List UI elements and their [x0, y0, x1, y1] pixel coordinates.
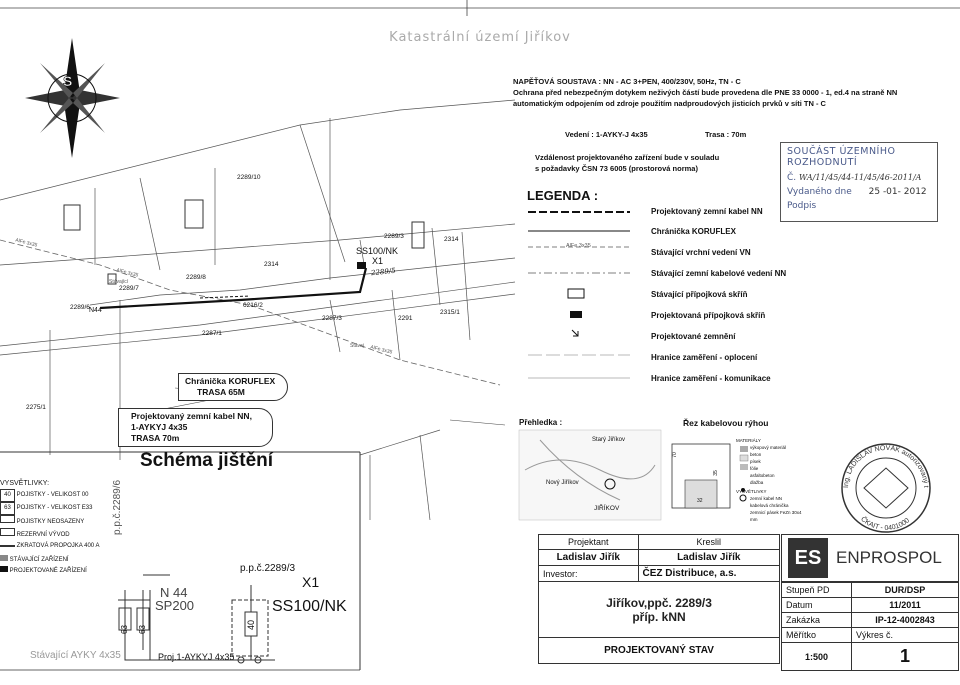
date-label: Datum [782, 598, 852, 613]
callout-line: TRASA 70m [131, 433, 180, 443]
alfe-label: AlFe 3x35 [14, 237, 38, 249]
scheme-fuse-40: 40 [246, 619, 257, 631]
distance-note-2: s požadavky ČSN 73 6005 (prostorová norma) [535, 164, 698, 173]
scheme-ss100: SS100/NK [272, 598, 347, 615]
drawing-status: PROJEKTOVANÝ STAV [539, 638, 780, 664]
voltage-note: NAPĚŤOVÁ SOUSTAVA : NN - AC 3+PEN, 400/230V, 50Hz, TN - C [513, 77, 741, 86]
callout-line: Projektovaný zemní kabel NN, [131, 411, 252, 421]
company-logo [781, 534, 959, 582]
title-block-right [781, 582, 959, 671]
legend-symbols [520, 200, 650, 390]
overview-place: Starý Jiříkov [592, 437, 626, 443]
legend-item: Hranice zaměření - komunikace [651, 374, 771, 383]
scheme-title: Schéma jištění [140, 450, 274, 471]
order-label: Zakázka [782, 613, 852, 628]
legend-item: Stávající vrchní vedení VN [651, 248, 751, 257]
kreslil-value: Ladislav Jiřík [638, 550, 780, 566]
legend-item: Projektovaný zemní kabel NN [651, 207, 763, 216]
investor-value: ČEZ Distribuce, a.s. [638, 566, 780, 582]
scheme-n44: N 44 [160, 585, 188, 600]
protection-note-2: automatickým odpojením od zdroje použitím nadproudových jisticích prvků v síti TN - C [513, 99, 826, 108]
parcel-label: 2314 [444, 236, 459, 243]
scheme-x1: X1 [302, 574, 320, 590]
section-dim: 70 [671, 452, 678, 458]
distance-note-1: Vzdálenost projektovaného zařízení bude v souladu [535, 153, 720, 162]
map-title: Katastrální území Jiříkov [389, 30, 571, 45]
route-spec: Trasa : 70m [705, 130, 747, 139]
material-item: dlažba [750, 480, 764, 485]
legend-overhead-tag: AlFe 3x35 [566, 243, 591, 249]
parcel-label: 2289/3 [384, 233, 404, 240]
stamp-sign-label: Podpis [787, 201, 817, 211]
parcel-label: 2289/7 [119, 285, 139, 292]
kreslil-label: Kreslil [638, 535, 780, 550]
legend-title: LEGENDA : [527, 188, 599, 203]
project-name: Jiříkov,ppč. 2289/3 příp. kNN [539, 582, 780, 638]
overview-place: Nový Jiříkov [546, 480, 579, 486]
scheme-legend-item: POJISTKY NEOSAZENY [0, 515, 110, 528]
cable-spec: Vedení : 1-AYKY-J 4x35 [565, 130, 648, 139]
stage-value: DUR/DSP [852, 583, 959, 598]
scheme-legend [0, 478, 110, 577]
scheme-legend-item: STÁVAJÍCÍ ZAŘÍZENÍ [0, 555, 110, 566]
scheme-legend-item: 40 POJISTKY - VELIKOST 00 [0, 489, 110, 502]
title-block-left [538, 534, 780, 664]
legend-item: Stávající přípojková skříň [651, 290, 748, 299]
stamp-title: SOUČÁST ÚZEMNÍHO ROZHODNUTÍ [787, 146, 896, 168]
symbol-item: kabelová chránička [750, 503, 789, 508]
fuse-63-tag: 63 [0, 502, 15, 515]
callout-line: 1-AYKYJ 4x35 [131, 422, 188, 432]
callout-line: TRASA 65M [197, 387, 245, 397]
section-dim: 32 [697, 498, 703, 504]
legend-item: Hranice zaměření - oplocení [651, 353, 758, 362]
overview-title: Přehledka : [519, 418, 563, 427]
scheme-existing-cable: Stávající AYKY 4x35 [30, 650, 121, 661]
svg-text:ČKAIT - 0401000 [859, 514, 911, 532]
material-item: fólie [750, 466, 759, 471]
parcel-label: 2289/6 [70, 304, 90, 311]
koruflex-callout [178, 373, 288, 401]
approval-stamp [780, 142, 938, 222]
stamp-issued-label: Vydaného dne [787, 187, 852, 197]
projektant-value: Ladislav Jiřík [539, 550, 639, 566]
compass-rose-icon [25, 38, 120, 158]
investor-label: Investor: [539, 566, 639, 582]
section-legend [736, 437, 806, 523]
symbols-title: VYSVĚTLIVKY [736, 489, 767, 494]
existing-label: Stávající [109, 279, 129, 285]
connection-box-label: SS100/NK [356, 246, 399, 256]
section-dim: 35 [712, 470, 719, 476]
existing-label: Stávaj [350, 343, 364, 349]
scheme-cable: Proj.1-AYKYJ 4x35 [158, 652, 235, 662]
scheme-legend-title: VYSVĚTLIVKY: [0, 480, 50, 487]
scheme-fuse-63: 63 [137, 625, 147, 634]
overview-place: JIŘÍKOV [594, 505, 620, 512]
n44-label: N44 [89, 307, 102, 314]
materials-title: MATERIÁLY [736, 438, 761, 443]
scheme-ppc-right: p.p.č.2289/3 [240, 563, 296, 574]
date-value: 11/2011 [852, 598, 959, 613]
material-item: výkopový materiál [750, 445, 787, 450]
logo-mark-icon: ES [788, 538, 828, 578]
parcel-label: 2289/10 [237, 174, 261, 181]
scheme-legend-item: PROJEKTOVANÉ ZAŘÍZENÍ [0, 566, 110, 577]
legend-item: Projektované zemnění [651, 332, 736, 341]
parcel-label: 2315/1 [440, 309, 460, 316]
company-name: ENPROSPOL [836, 548, 942, 567]
distance-note [535, 152, 775, 174]
scale-value: 1:500 [782, 643, 852, 671]
symbol-item: zemní kabel NN [750, 496, 783, 501]
scheme-ppc-left: p.p.č.2289/6 [112, 479, 123, 535]
parcel-label: 2287/1 [202, 330, 222, 337]
material-item: asfaltobeton [750, 473, 775, 478]
compass-north-letter: S [63, 73, 73, 89]
scheme-legend-item: REZERVNÍ VÝVOD [0, 528, 110, 541]
technical-notes [513, 76, 953, 109]
scheme-fuse-63: 63 [119, 625, 129, 634]
parcel-label: 2289/8 [186, 274, 206, 281]
legend-item: Stávající zemní kabelové vedení NN [651, 269, 787, 278]
alfe-label: AlFe 3x35 [115, 267, 139, 279]
parcel-label: 2287/3 [322, 315, 342, 322]
projektant-label: Projektant [539, 535, 639, 550]
drawing-no-value: 1 [852, 643, 959, 671]
parcel-label: 2291 [398, 315, 413, 322]
symbol-item: zemnicí pásek FeZn 30x4 mm [750, 510, 802, 522]
parcel-label: 2275/1 [26, 404, 46, 411]
parcel-label: 2314 [264, 261, 279, 268]
stamp-number-value: WA/11/45/44-11/45/46-2011/A [799, 173, 922, 182]
parcel-label: 6216/2 [243, 302, 263, 309]
scale-label: Měřítko [782, 628, 852, 643]
legend-item: Projektovaná přípojková skříň [651, 311, 766, 320]
material-item: písek [750, 459, 761, 464]
scheme-sp200: SP200 [155, 598, 195, 613]
seal-ring-text-2: ČKAIT - 0401000 [859, 515, 911, 533]
drawing-no-label: Výkres č. [852, 628, 959, 643]
alfe-label: AlFe 3x35 [369, 344, 393, 356]
fuse-40-tag: 40 [0, 489, 15, 502]
stage-label: Stupeň PD [782, 583, 852, 598]
connection-box-sub: X1 [372, 256, 384, 266]
scheme-legend-item: 63 POJISTKY - VELIKOST E33 [0, 502, 110, 515]
stamp-number-label: Č. [787, 173, 797, 183]
material-item: beton [750, 452, 762, 457]
callout-line: Chránička KORUFLEX [185, 376, 276, 386]
handwritten-parcel-note: 2289/5 [370, 266, 396, 278]
cable-callout [118, 408, 273, 447]
stamp-issued-value: 25 -01- 2012 [868, 187, 927, 197]
seal-ring-text: Ing. LADISLAV NOVÁK autorizovaný t [842, 444, 930, 489]
legend-item: Chránička KORUFLEX [651, 227, 736, 236]
protection-note-1: Ochrana před nebezpečným dotykem neživých částí bude provedena dle PNE 33 0000 - 1, ed.4 na straně NN [513, 88, 898, 97]
section-title: Řez kabelovou rýhou [683, 418, 769, 428]
scheme-legend-item: ZKRATOVÁ PROPOJKA 400 A [0, 541, 110, 552]
order-value: IP-12-4002843 [852, 613, 959, 628]
engineer-seal-icon [836, 438, 936, 538]
